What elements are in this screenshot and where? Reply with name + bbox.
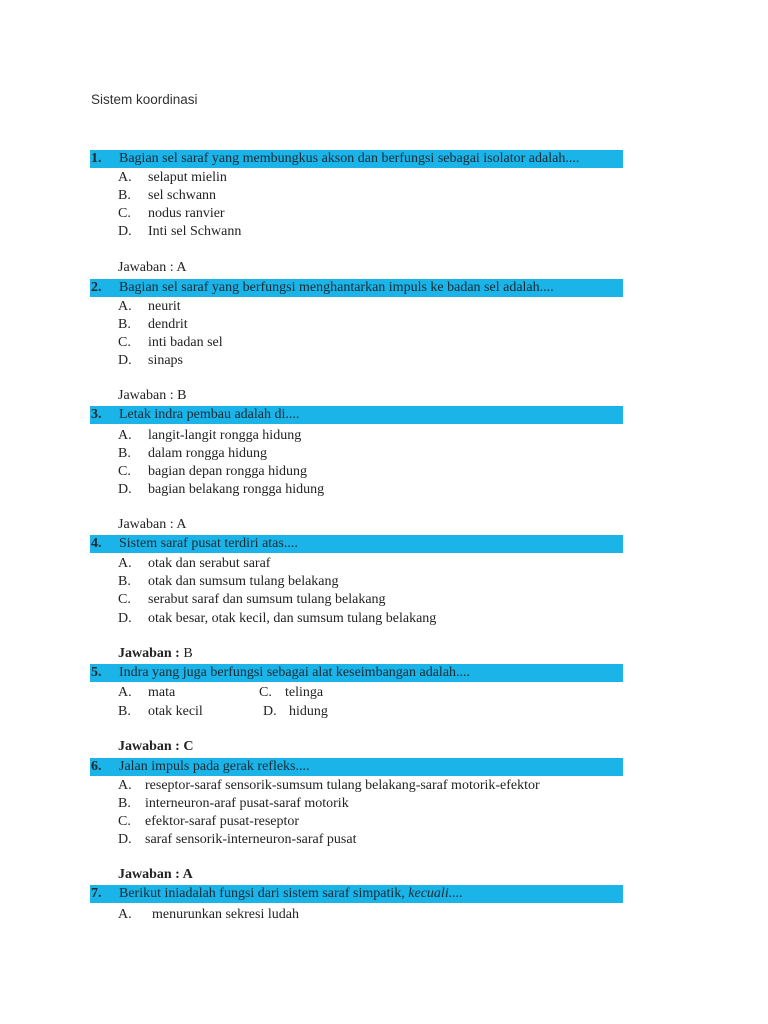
question-text: Indra yang juga berfungsi sebagai alat keseimbangan adalah.... bbox=[119, 665, 471, 680]
question-text: Sistem saraf pusat terdiri atas.... bbox=[119, 536, 298, 551]
option-letter: D. bbox=[263, 704, 277, 719]
answer-label: Jawaban : bbox=[118, 739, 184, 754]
option-letter: C. bbox=[118, 206, 131, 221]
answer-value: B bbox=[183, 646, 193, 661]
option-text: otak kecil bbox=[148, 704, 203, 719]
answer-key bbox=[118, 516, 186, 534]
option-text: bagian belakang rongga hidung bbox=[148, 482, 325, 497]
question-bar bbox=[90, 758, 623, 776]
question-text: Berikut iniadalah fungsi dari sistem saraf simpatik, kecuali.... bbox=[119, 886, 463, 901]
option-text: reseptor-saraf sensorik-sumsum tulang belakang-saraf motorik-efektor bbox=[145, 778, 540, 793]
option-letter: A. bbox=[118, 299, 132, 314]
option-text: dendrit bbox=[148, 317, 188, 332]
option-letter: B. bbox=[118, 574, 131, 589]
option-text: sinaps bbox=[148, 353, 183, 368]
option-letter: A. bbox=[118, 685, 132, 700]
answer-key bbox=[118, 738, 193, 756]
option-text: otak dan serabut saraf bbox=[148, 556, 271, 571]
option-letter: A. bbox=[118, 778, 132, 793]
option-text: otak besar, otak kecil, dan sumsum tulang belakang bbox=[148, 611, 437, 626]
question-text: Bagian sel saraf yang berfungsi menghantarkan impuls ke badan sel adalah.... bbox=[119, 280, 554, 295]
option-text: menurunkan sekresi ludah bbox=[152, 907, 299, 922]
answer-value: A bbox=[176, 517, 187, 532]
option-letter: B. bbox=[118, 704, 131, 719]
question-number: 2. bbox=[91, 280, 102, 295]
question-number: 7. bbox=[91, 886, 102, 901]
option-letter: D. bbox=[118, 224, 132, 239]
option-text: otak dan sumsum tulang belakang bbox=[148, 574, 339, 589]
option-text: telinga bbox=[285, 685, 324, 700]
option-letter: C. bbox=[118, 464, 131, 479]
option-text: saraf sensorik-interneuron-saraf pusat bbox=[145, 832, 357, 847]
answer-key bbox=[118, 259, 186, 277]
option-letter: D. bbox=[118, 611, 132, 626]
option-text: mata bbox=[148, 685, 176, 700]
option-text: neurit bbox=[148, 299, 181, 314]
question-bar bbox=[90, 150, 623, 168]
answer-key bbox=[118, 866, 193, 884]
option-text: langit-langit rongga hidung bbox=[148, 428, 302, 443]
option-text: serabut saraf dan sumsum tulang belakang bbox=[148, 592, 386, 607]
answer-key bbox=[118, 387, 186, 405]
answer-value: A bbox=[182, 867, 193, 882]
option-letter: B. bbox=[118, 317, 131, 332]
question-number: 1. bbox=[91, 151, 102, 166]
option-letter: A. bbox=[118, 170, 132, 185]
option-letter: B. bbox=[118, 796, 131, 811]
option-text: dalam rongga hidung bbox=[148, 446, 267, 461]
question-bar bbox=[90, 406, 623, 424]
answer-label: Jawaban : bbox=[118, 517, 177, 532]
answer-label: Jawaban : bbox=[118, 388, 178, 403]
option-letter: C. bbox=[118, 592, 131, 607]
option-letter: A. bbox=[118, 556, 132, 571]
answer-value: C bbox=[183, 739, 194, 754]
option-letter: B. bbox=[118, 446, 131, 461]
question-number: 3. bbox=[91, 407, 102, 422]
option-text: bagian depan rongga hidung bbox=[148, 464, 308, 479]
answer-label: Jawaban : bbox=[118, 260, 177, 275]
question-bar bbox=[90, 535, 623, 553]
question-number: 6. bbox=[91, 759, 102, 774]
question-text-italic: kecuali.... bbox=[408, 886, 463, 901]
option-letter: C. bbox=[259, 685, 272, 700]
option-letter: C. bbox=[118, 335, 131, 350]
question-text: Letak indra pembau adalah di.... bbox=[119, 407, 300, 422]
question-bar bbox=[90, 885, 623, 903]
answer-value: B bbox=[177, 388, 187, 403]
option-text: nodus ranvier bbox=[148, 206, 225, 221]
option-letter: D. bbox=[118, 353, 132, 368]
option-letter: A. bbox=[118, 428, 132, 443]
question-text: Jalan impuls pada gerak refleks.... bbox=[119, 759, 310, 774]
question-text: Bagian sel saraf yang membungkus akson dan berfungsi sebagai isolator adalah.... bbox=[119, 151, 580, 166]
option-letter: B. bbox=[118, 188, 131, 203]
option-text: efektor-saraf pusat-reseptor bbox=[145, 814, 300, 829]
question-bar bbox=[90, 279, 623, 297]
document-title: Sistem koordinasi bbox=[91, 92, 198, 107]
option-text: selaput mielin bbox=[148, 170, 227, 185]
option-text: Inti sel Schwann bbox=[148, 224, 242, 239]
option-letter: C. bbox=[118, 814, 131, 829]
option-text: inti badan sel bbox=[148, 335, 223, 350]
option-letter: A. bbox=[118, 907, 132, 922]
answer-key bbox=[118, 645, 193, 663]
answer-value: A bbox=[176, 260, 187, 275]
option-letter: D. bbox=[118, 482, 132, 497]
question-number: 4. bbox=[91, 536, 102, 551]
option-letter: D. bbox=[118, 832, 132, 847]
answer-label: Jawaban : bbox=[118, 867, 183, 882]
option-text: sel schwann bbox=[148, 188, 217, 203]
question-bar bbox=[90, 664, 623, 682]
question-number: 5. bbox=[91, 665, 102, 680]
option-text: hidung bbox=[289, 704, 328, 719]
option-text: interneuron-araf pusat-saraf motorik bbox=[145, 796, 349, 811]
answer-label: Jawaban : bbox=[118, 646, 184, 661]
